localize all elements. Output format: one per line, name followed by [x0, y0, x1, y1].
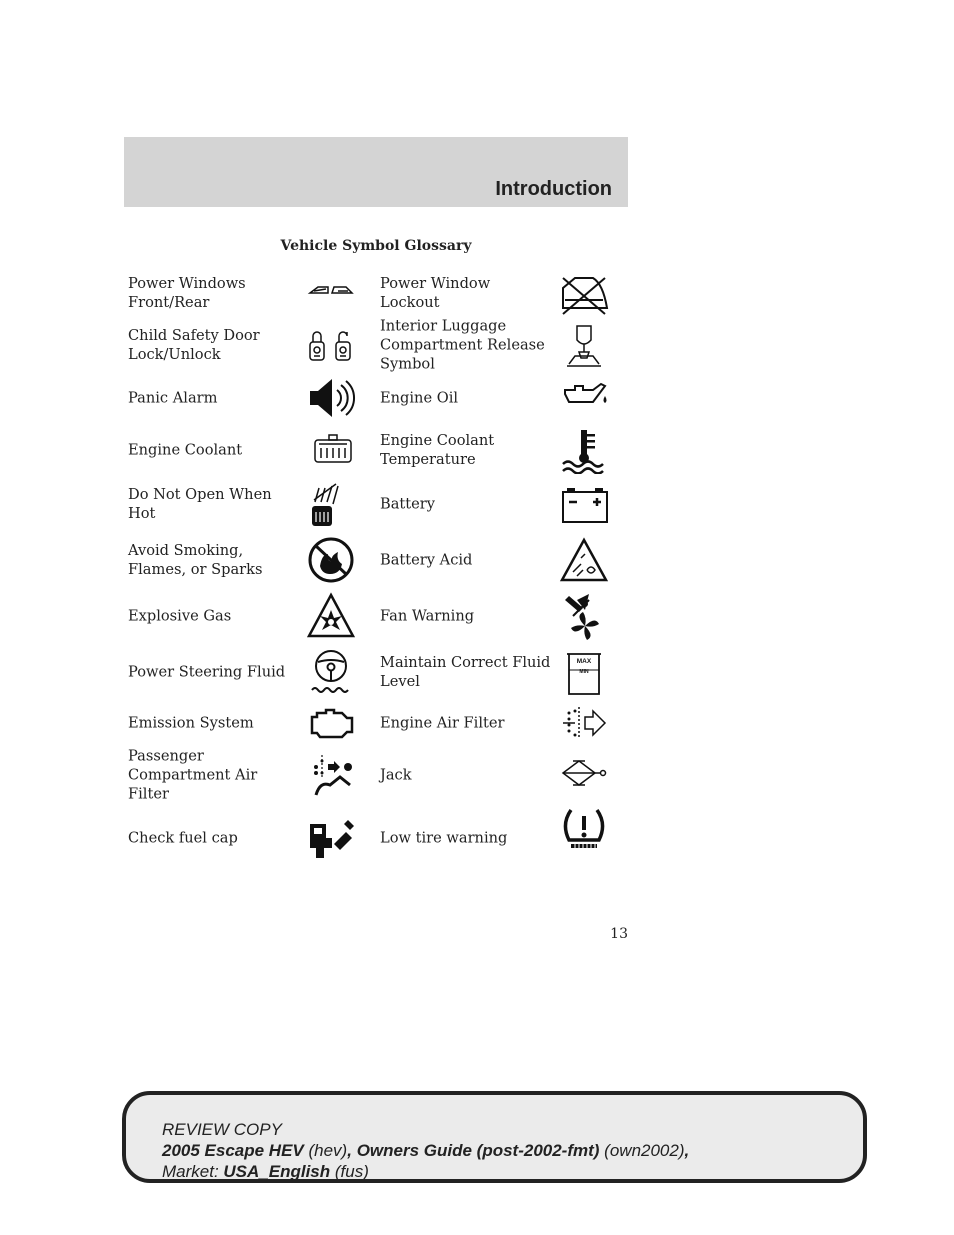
low-tire-warning-icon [559, 804, 609, 852]
symbol-label: Emission System [128, 714, 254, 732]
no-smoking-flames-icon [306, 536, 356, 584]
battery-acid-icon [559, 536, 609, 584]
symbol-label: Engine Coolant [128, 441, 243, 459]
trunk-release-icon [559, 322, 609, 370]
separator: , [684, 1141, 690, 1160]
symbol-label: Engine Oil [380, 389, 459, 407]
window-lockout-icon [559, 270, 609, 318]
symbol-label: Power Window Lockout [380, 275, 491, 311]
power-windows-icon [306, 263, 356, 311]
model-code: (hev) [303, 1141, 348, 1160]
fluid-min-label: MIN [579, 669, 589, 675]
guide-code: (own2002) [599, 1141, 685, 1160]
symbol-label: Maintain Correct Fluid Level [380, 654, 551, 690]
symbol-label: Low tire warning [380, 829, 508, 847]
panic-alarm-icon [306, 374, 356, 422]
emission-system-icon [306, 699, 356, 747]
model-name: 2005 Escape HEV [162, 1141, 304, 1160]
symbol-label: Battery [380, 495, 436, 513]
symbol-label: Jack [380, 766, 412, 784]
power-steering-fluid-icon [306, 648, 356, 696]
engine-oil-icon [559, 374, 609, 422]
market-name: USA_English [223, 1162, 331, 1181]
engine-air-filter-icon [559, 699, 609, 747]
market-code: (fus) [330, 1162, 369, 1181]
symbol-label: Interior Luggage Compartment Release Symbol [380, 317, 545, 373]
fluid-level-icon [559, 648, 609, 696]
symbol-label: Panic Alarm [128, 389, 218, 407]
symbol-label: Power Windows Front/Rear [128, 275, 246, 311]
market-label: Market: [162, 1162, 224, 1181]
do-not-open-hot-icon [306, 480, 356, 528]
symbol-label: Engine Air Filter [380, 714, 505, 732]
fan-warning-icon [559, 592, 609, 640]
symbol-label: Do Not Open When Hot [128, 486, 272, 522]
page-number: 13 [610, 926, 628, 942]
jack-icon [559, 749, 609, 797]
symbol-label: Explosive Gas [128, 607, 232, 625]
symbol-label: Passenger Compartment Air Filter [128, 747, 258, 803]
symbol-label: Battery Acid [380, 551, 473, 569]
guide-name: Owners Guide (post-2002-fmt) [356, 1141, 600, 1160]
review-copy-label: REVIEW COPY [162, 1120, 282, 1139]
explosive-gas-icon [306, 592, 356, 640]
cabin-air-filter-icon [306, 751, 356, 799]
symbol-label: Avoid Smoking, Flames, or Sparks [128, 542, 263, 578]
market-line [162, 1161, 689, 1182]
battery-icon [559, 480, 609, 528]
coolant-temperature-icon [559, 426, 609, 474]
header-band [124, 137, 628, 207]
separator: , [347, 1141, 357, 1160]
engine-coolant-icon [306, 426, 356, 474]
child-safety-lock-icon [306, 322, 356, 370]
review-copy-text [162, 1119, 689, 1182]
symbol-label: Child Safety Door Lock/Unlock [128, 327, 260, 363]
section-title: Introduction [495, 178, 612, 200]
symbol-label: Power Steering Fluid [128, 663, 286, 681]
check-fuel-cap-icon [306, 814, 356, 862]
symbol-label: Engine Coolant Temperature [380, 432, 495, 468]
document-info-line [162, 1140, 689, 1161]
symbol-label: Fan Warning [380, 607, 475, 625]
glossary-title: Vehicle Symbol Glossary [280, 238, 472, 254]
review-copy-box [122, 1091, 867, 1183]
fluid-max-label: MAX [576, 658, 592, 665]
symbol-label: Check fuel cap [128, 829, 238, 847]
